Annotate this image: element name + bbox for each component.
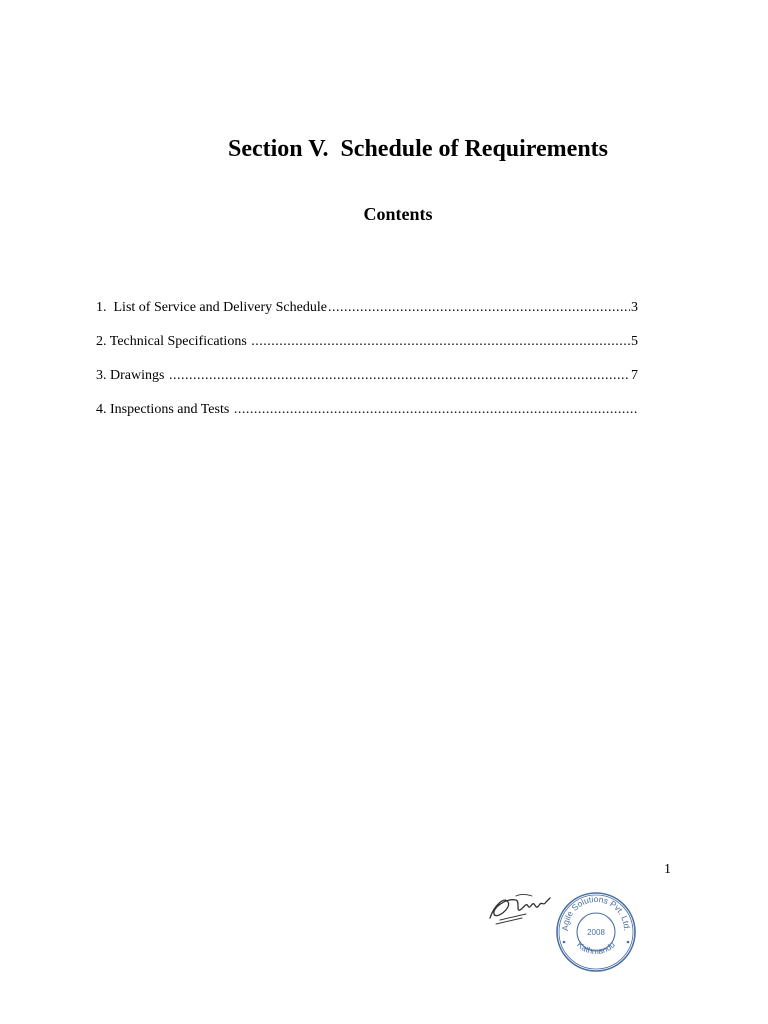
toc-entry-page: 3 <box>631 300 638 315</box>
toc-entry-page: 7 <box>631 368 638 383</box>
toc-entry-label: 2. Technical Specifications <box>96 334 251 349</box>
toc-dot-leader <box>234 400 637 420</box>
toc-dot-leader <box>251 332 630 352</box>
toc-entry-page: 5 <box>631 334 638 349</box>
toc-entry <box>96 400 638 434</box>
toc-dot-leader <box>328 298 630 318</box>
toc-entry <box>96 298 638 332</box>
seal-year: 2008 <box>587 928 605 937</box>
toc-entry-label: 3. Drawings <box>96 368 168 383</box>
page-number: 1 <box>664 862 671 877</box>
seal-company-name: Agile Solutions Pvt. Ltd. <box>559 893 633 932</box>
toc-dot-leader <box>169 366 630 386</box>
toc-entry <box>96 332 638 366</box>
toc-entry-label: 4. Inspections and Tests <box>96 402 233 417</box>
toc-entry <box>96 366 638 400</box>
page-title: Section V. Schedule of Requirements <box>227 136 608 162</box>
contents-heading: Contents <box>363 204 433 224</box>
company-seal <box>554 884 638 976</box>
handwritten-signature <box>486 884 556 934</box>
seal-city: Kathmandu <box>575 939 617 957</box>
signature-block <box>474 880 638 978</box>
toc-entry-label: 1. List of Service and Delivery Schedule <box>96 300 327 315</box>
table-of-contents <box>96 298 638 434</box>
